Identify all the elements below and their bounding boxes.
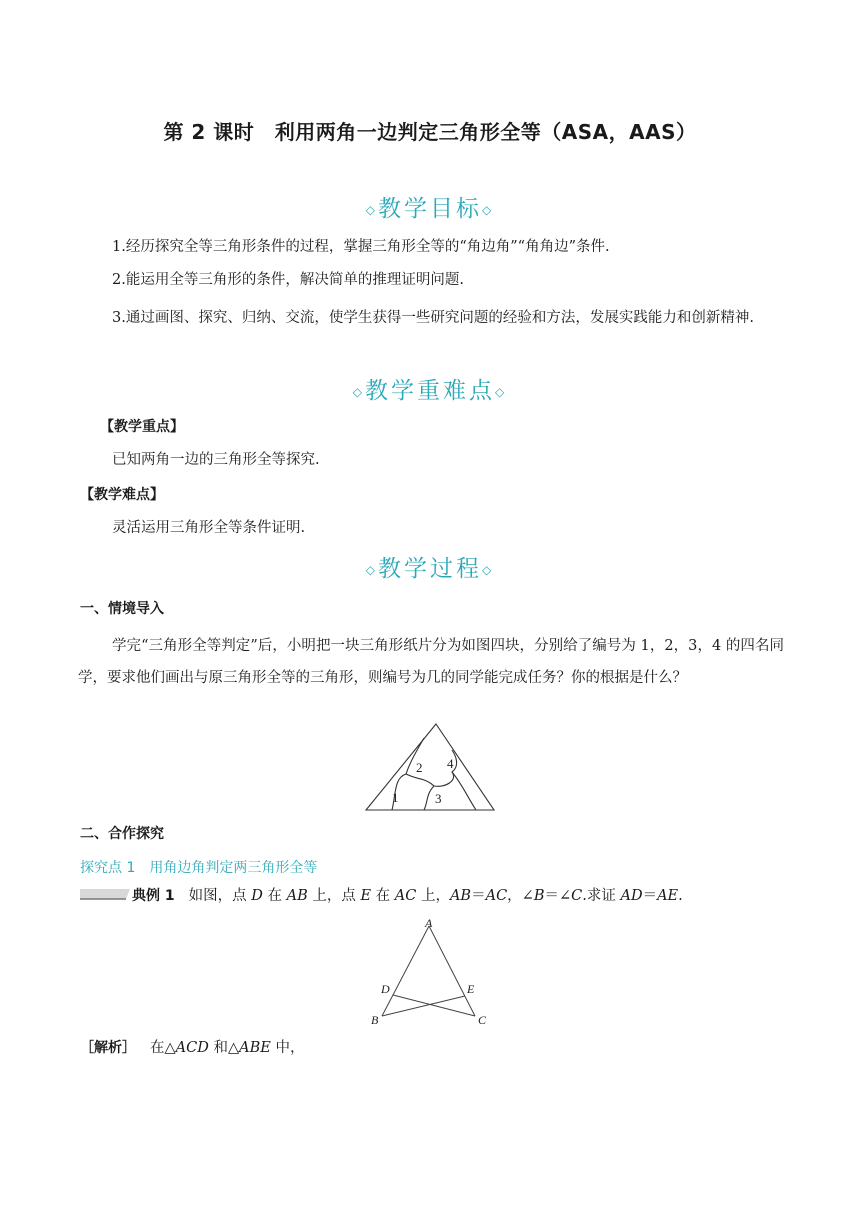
part2-heading: 二、合作探究 bbox=[80, 826, 164, 842]
math-var: ACD bbox=[175, 1040, 209, 1056]
analysis-label: ［解析］ bbox=[80, 1040, 136, 1056]
vertex-label-a: A bbox=[425, 916, 433, 930]
text: . bbox=[678, 888, 683, 904]
example-label: 典例 1 bbox=[132, 888, 175, 904]
math-var: D bbox=[251, 888, 263, 904]
section-title: 教学过程 bbox=[378, 556, 482, 582]
objective-1: 1.经历探究全等三角形条件的过程，掌握三角形全等的“角边角”“角角边”条件. bbox=[112, 239, 610, 255]
text: 在 bbox=[262, 888, 287, 904]
text: ＝ bbox=[471, 888, 486, 904]
text: 在△ bbox=[150, 1040, 176, 1056]
page-title: 第 2 课时 利用两角一边判定三角形全等（ASA，AAS） bbox=[163, 120, 697, 144]
example-tag-icon bbox=[80, 887, 132, 901]
math-var: B bbox=[533, 888, 545, 904]
text: 中， bbox=[270, 1040, 305, 1056]
text: 上，点 bbox=[307, 888, 361, 904]
vertex-label-d: D bbox=[381, 982, 390, 996]
text: 和△ bbox=[208, 1040, 240, 1056]
piece-label-3: 3 bbox=[435, 791, 442, 806]
text: ，∠ bbox=[507, 888, 534, 904]
diamond-icon: ◇ bbox=[482, 203, 495, 217]
section-heading-objectives bbox=[0, 190, 860, 223]
key-focus-text: 已知两角一边的三角形全等探究. bbox=[112, 452, 320, 468]
section-heading-process bbox=[0, 550, 860, 583]
outer-triangle bbox=[366, 724, 494, 810]
cut-line bbox=[406, 774, 434, 810]
diamond-icon: ◇ bbox=[352, 385, 365, 399]
vertex-label-c: C bbox=[478, 1013, 487, 1027]
part1-text: 学完“三角形全等判定”后，小明把一块三角形纸片分为如图四块，分别给了编号为 1，2，3，4 的四名同学，要求他们画出与原三角形全等的三角形，则编号为几的同学能完成任务？你的根据是什么？ bbox=[78, 638, 784, 686]
section-heading-key-points bbox=[0, 372, 860, 405]
math-var: E bbox=[360, 888, 372, 904]
math-var: C bbox=[571, 888, 583, 904]
piece-label-1: 1 bbox=[392, 790, 399, 805]
diamond-icon: ◇ bbox=[482, 563, 495, 577]
math-var: ABE bbox=[239, 1040, 271, 1056]
math-var: AB bbox=[286, 888, 308, 904]
key-difficulty-label: 【教学难点】 bbox=[80, 487, 164, 503]
section-title: 教学目标 bbox=[378, 196, 482, 222]
text: ＝ bbox=[642, 888, 658, 904]
piece-label-2: 2 bbox=[416, 760, 423, 775]
math-var: AC bbox=[394, 888, 417, 904]
math-var: AD bbox=[620, 888, 643, 904]
example-1 bbox=[132, 886, 683, 906]
triangle-pieces-figure bbox=[360, 722, 500, 814]
segment-dc bbox=[393, 995, 475, 1016]
text: 如图，点 bbox=[188, 888, 252, 904]
part1-heading: 一、情境导入 bbox=[80, 601, 164, 617]
diamond-icon: ◇ bbox=[365, 203, 378, 217]
text: 在 bbox=[371, 888, 395, 904]
text: 上， bbox=[416, 888, 450, 904]
analysis-line bbox=[80, 1038, 304, 1058]
key-focus-label: 【教学重点】 bbox=[100, 419, 184, 435]
vertex-label-b: B bbox=[371, 1013, 379, 1027]
objective-3: 3.通过画图、探究、归纳、交流，使学生获得一些研究问题的经验和方法，发展实践能力和创新精神. bbox=[112, 310, 754, 326]
vertex-label-e: E bbox=[467, 982, 475, 996]
diamond-icon: ◇ bbox=[495, 385, 508, 399]
piece-label-4: 4 bbox=[447, 756, 454, 771]
math-var: AC bbox=[485, 888, 508, 904]
math-var: AE bbox=[657, 888, 679, 904]
objective-2: 2.能运用全等三角形的条件，解决简单的推理证明问题. bbox=[112, 272, 464, 288]
section-title: 教学重难点 bbox=[365, 378, 495, 404]
triangle-abc-figure bbox=[366, 916, 496, 1028]
diamond-icon: ◇ bbox=[365, 563, 378, 577]
key-difficulty-text: 灵活运用三角形全等条件证明. bbox=[112, 520, 306, 536]
explore-point-1: 探究点 1 用角边角判定两三角形全等 bbox=[80, 860, 318, 876]
text: .求证 bbox=[582, 888, 621, 904]
text: ＝∠ bbox=[544, 888, 572, 904]
math-var: AB bbox=[449, 888, 472, 904]
segment-be bbox=[382, 996, 465, 1016]
